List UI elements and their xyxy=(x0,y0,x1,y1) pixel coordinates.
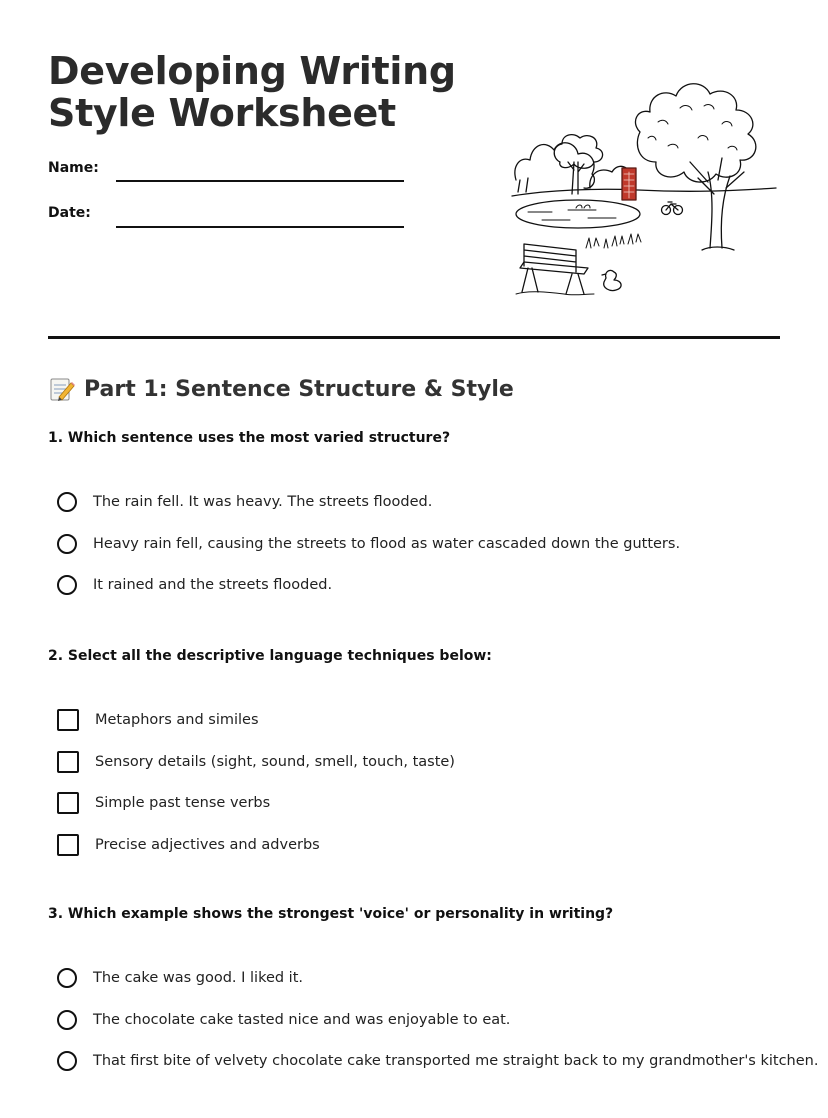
part1-heading-text: Part 1: Sentence Structure & Style xyxy=(84,376,514,402)
part1-heading xyxy=(48,375,514,403)
memo-icon xyxy=(48,375,76,403)
radio-button[interactable] xyxy=(57,534,77,554)
large-tree xyxy=(635,84,755,250)
checkbox[interactable] xyxy=(57,834,79,856)
option-label: The chocolate cake tasted nice and was enjoyable to eat. xyxy=(93,1012,511,1028)
park-bench xyxy=(516,244,594,295)
grass-tufts xyxy=(586,234,641,248)
date-label: Date: xyxy=(48,205,91,221)
section-divider xyxy=(48,336,780,339)
title-line-2: Style Worksheet xyxy=(48,91,396,135)
option-label: Sensory details (sight, sound, smell, touch, taste) xyxy=(95,754,455,770)
q2-option-4[interactable] xyxy=(57,834,320,856)
phone-box-icon xyxy=(622,168,636,200)
q2-option-2[interactable] xyxy=(57,751,455,773)
worksheet-title xyxy=(48,50,456,134)
option-label: That first bite of velvety chocolate cake transported me straight back to my grandmother's kitchen. xyxy=(93,1053,819,1069)
question-3: 3. Which example shows the strongest 'voice' or personality in writing? xyxy=(48,906,614,922)
radio-button[interactable] xyxy=(57,575,77,595)
duck-icon xyxy=(602,270,621,290)
question-1: 1. Which sentence uses the most varied structure? xyxy=(48,430,451,446)
option-label: Precise adjectives and adverbs xyxy=(95,837,320,853)
q3-option-2[interactable] xyxy=(57,1010,510,1030)
option-label: Heavy rain fell, causing the streets to flood as water cascaded down the gutters. xyxy=(93,536,681,552)
title-line-1: Developing Writing xyxy=(48,49,456,93)
q2-option-1[interactable] xyxy=(57,709,259,731)
option-label: Metaphors and similes xyxy=(95,712,259,728)
radio-button[interactable] xyxy=(57,1051,77,1071)
checkbox[interactable] xyxy=(57,792,79,814)
pond xyxy=(516,200,640,228)
radio-button[interactable] xyxy=(57,492,77,512)
small-tree xyxy=(554,135,602,194)
name-field[interactable] xyxy=(116,180,404,182)
radio-button[interactable] xyxy=(57,1010,77,1030)
q1-option-1[interactable] xyxy=(57,492,432,512)
checkbox[interactable] xyxy=(57,709,79,731)
name-label: Name: xyxy=(48,160,99,176)
q1-option-2[interactable] xyxy=(57,534,680,554)
radio-button[interactable] xyxy=(57,968,77,988)
option-label: Simple past tense verbs xyxy=(95,795,271,811)
checkbox[interactable] xyxy=(57,751,79,773)
horizon-line xyxy=(512,188,776,196)
option-label: It rained and the streets flooded. xyxy=(93,577,333,593)
date-field[interactable] xyxy=(116,226,404,228)
bicycle-icon xyxy=(662,202,683,215)
park-illustration xyxy=(508,62,780,298)
question-2: 2. Select all the descriptive language techniques below: xyxy=(48,648,492,664)
option-label: The rain fell. It was heavy. The streets flooded. xyxy=(93,494,433,510)
q2-option-3[interactable] xyxy=(57,792,270,814)
q3-option-3[interactable] xyxy=(57,1051,818,1071)
q3-option-1[interactable] xyxy=(57,968,303,988)
option-label: The cake was good. I liked it. xyxy=(93,970,304,986)
q1-option-3[interactable] xyxy=(57,575,332,595)
